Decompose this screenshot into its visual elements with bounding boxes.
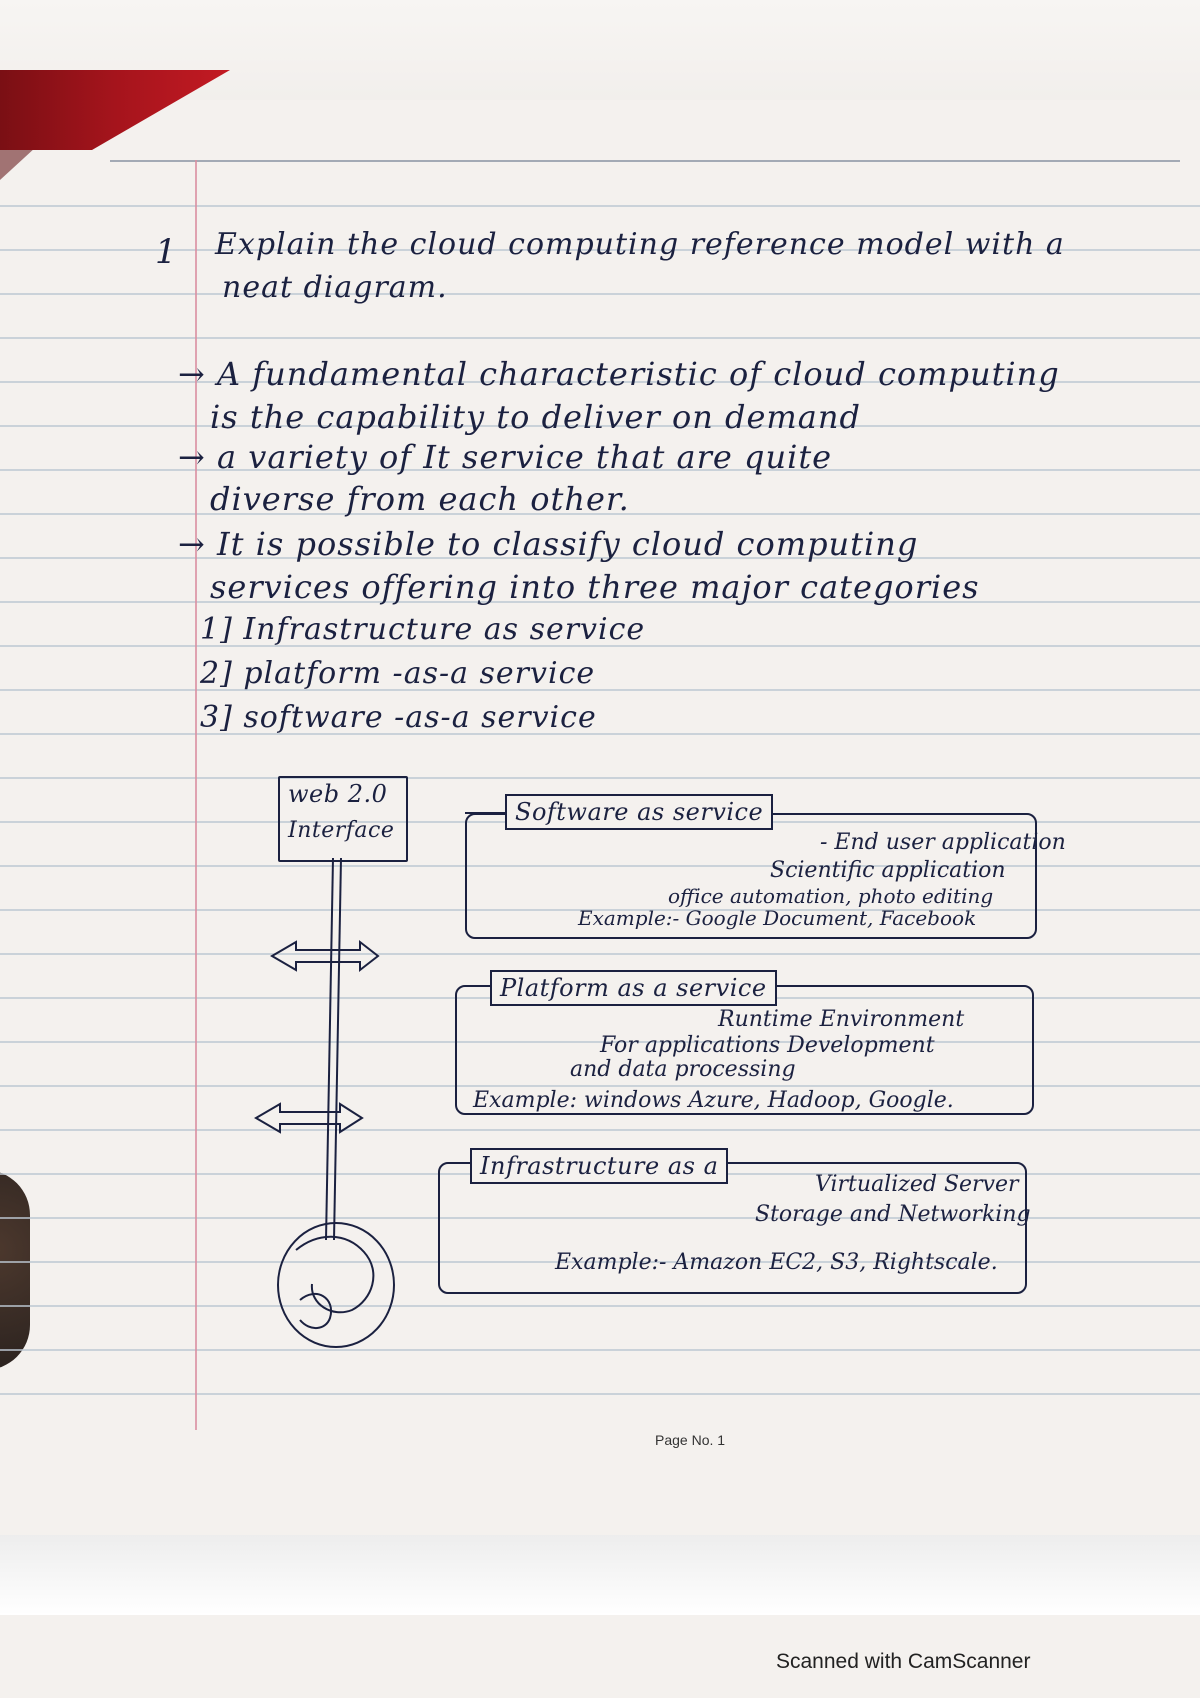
question-line-1: Explain the cloud computing reference model with a	[215, 227, 1065, 262]
camscanner-watermark: Scanned with CamScanner	[776, 1650, 1031, 1673]
answer-line: → a variety of It service that are quite	[178, 438, 833, 476]
question-line-2: neat diagram.	[222, 270, 448, 305]
answer-line: → A fundamental characteristic of cloud computing	[178, 355, 1060, 393]
globe-icon	[278, 1223, 394, 1347]
globe-continent-1	[296, 1237, 373, 1313]
iaas-title: Infrastructure as a	[470, 1148, 728, 1184]
web-box-line-2: Interface	[288, 818, 395, 843]
bottom-band	[0, 1535, 1200, 1615]
answer-line: is the capability to deliver on demand	[210, 398, 861, 436]
paas-detail: and data processing	[570, 1057, 796, 1082]
saas-detail: - End user application	[820, 830, 1066, 855]
iaas-detail: Virtualized Server	[815, 1172, 1019, 1197]
saas-example: Example:- Google Document, Facebook	[578, 906, 977, 930]
paas-detail: Runtime Environment	[718, 1007, 965, 1032]
answer-line: → It is possible to classify cloud computing	[178, 525, 919, 563]
iaas-example: Example:- Amazon EC2, S3, Rightscale.	[555, 1250, 998, 1275]
page-number: Page No. 1	[655, 1432, 726, 1448]
connector-line-left	[326, 858, 333, 1240]
category-list-item: 2] platform -as-a service	[200, 656, 596, 691]
paas-detail: For applications Development	[600, 1033, 935, 1058]
double-arrow-2	[256, 1104, 362, 1132]
web-box-line-1: web 2.0	[288, 780, 388, 808]
saas-detail: Scientific application	[770, 858, 1006, 883]
question-number: 1	[155, 232, 178, 272]
category-list-item: 3] software -as-a service	[200, 700, 597, 735]
paas-title: Platform as a service	[490, 970, 777, 1006]
saas-title: Software as service	[505, 794, 773, 830]
saas-detail: office automation, photo editing	[668, 884, 994, 908]
answer-line: services offering into three major categories	[210, 568, 980, 606]
double-arrow-1	[272, 942, 378, 970]
answer-line: diverse from each other.	[210, 480, 630, 518]
paas-example: Example: windows Azure, Hadoop, Google.	[473, 1088, 954, 1113]
category-list-item: 1] Infrastructure as service	[200, 612, 646, 647]
web-interface-box	[278, 776, 408, 862]
iaas-detail: Storage and Networking	[755, 1202, 1031, 1227]
connector-line-right	[334, 858, 341, 1240]
